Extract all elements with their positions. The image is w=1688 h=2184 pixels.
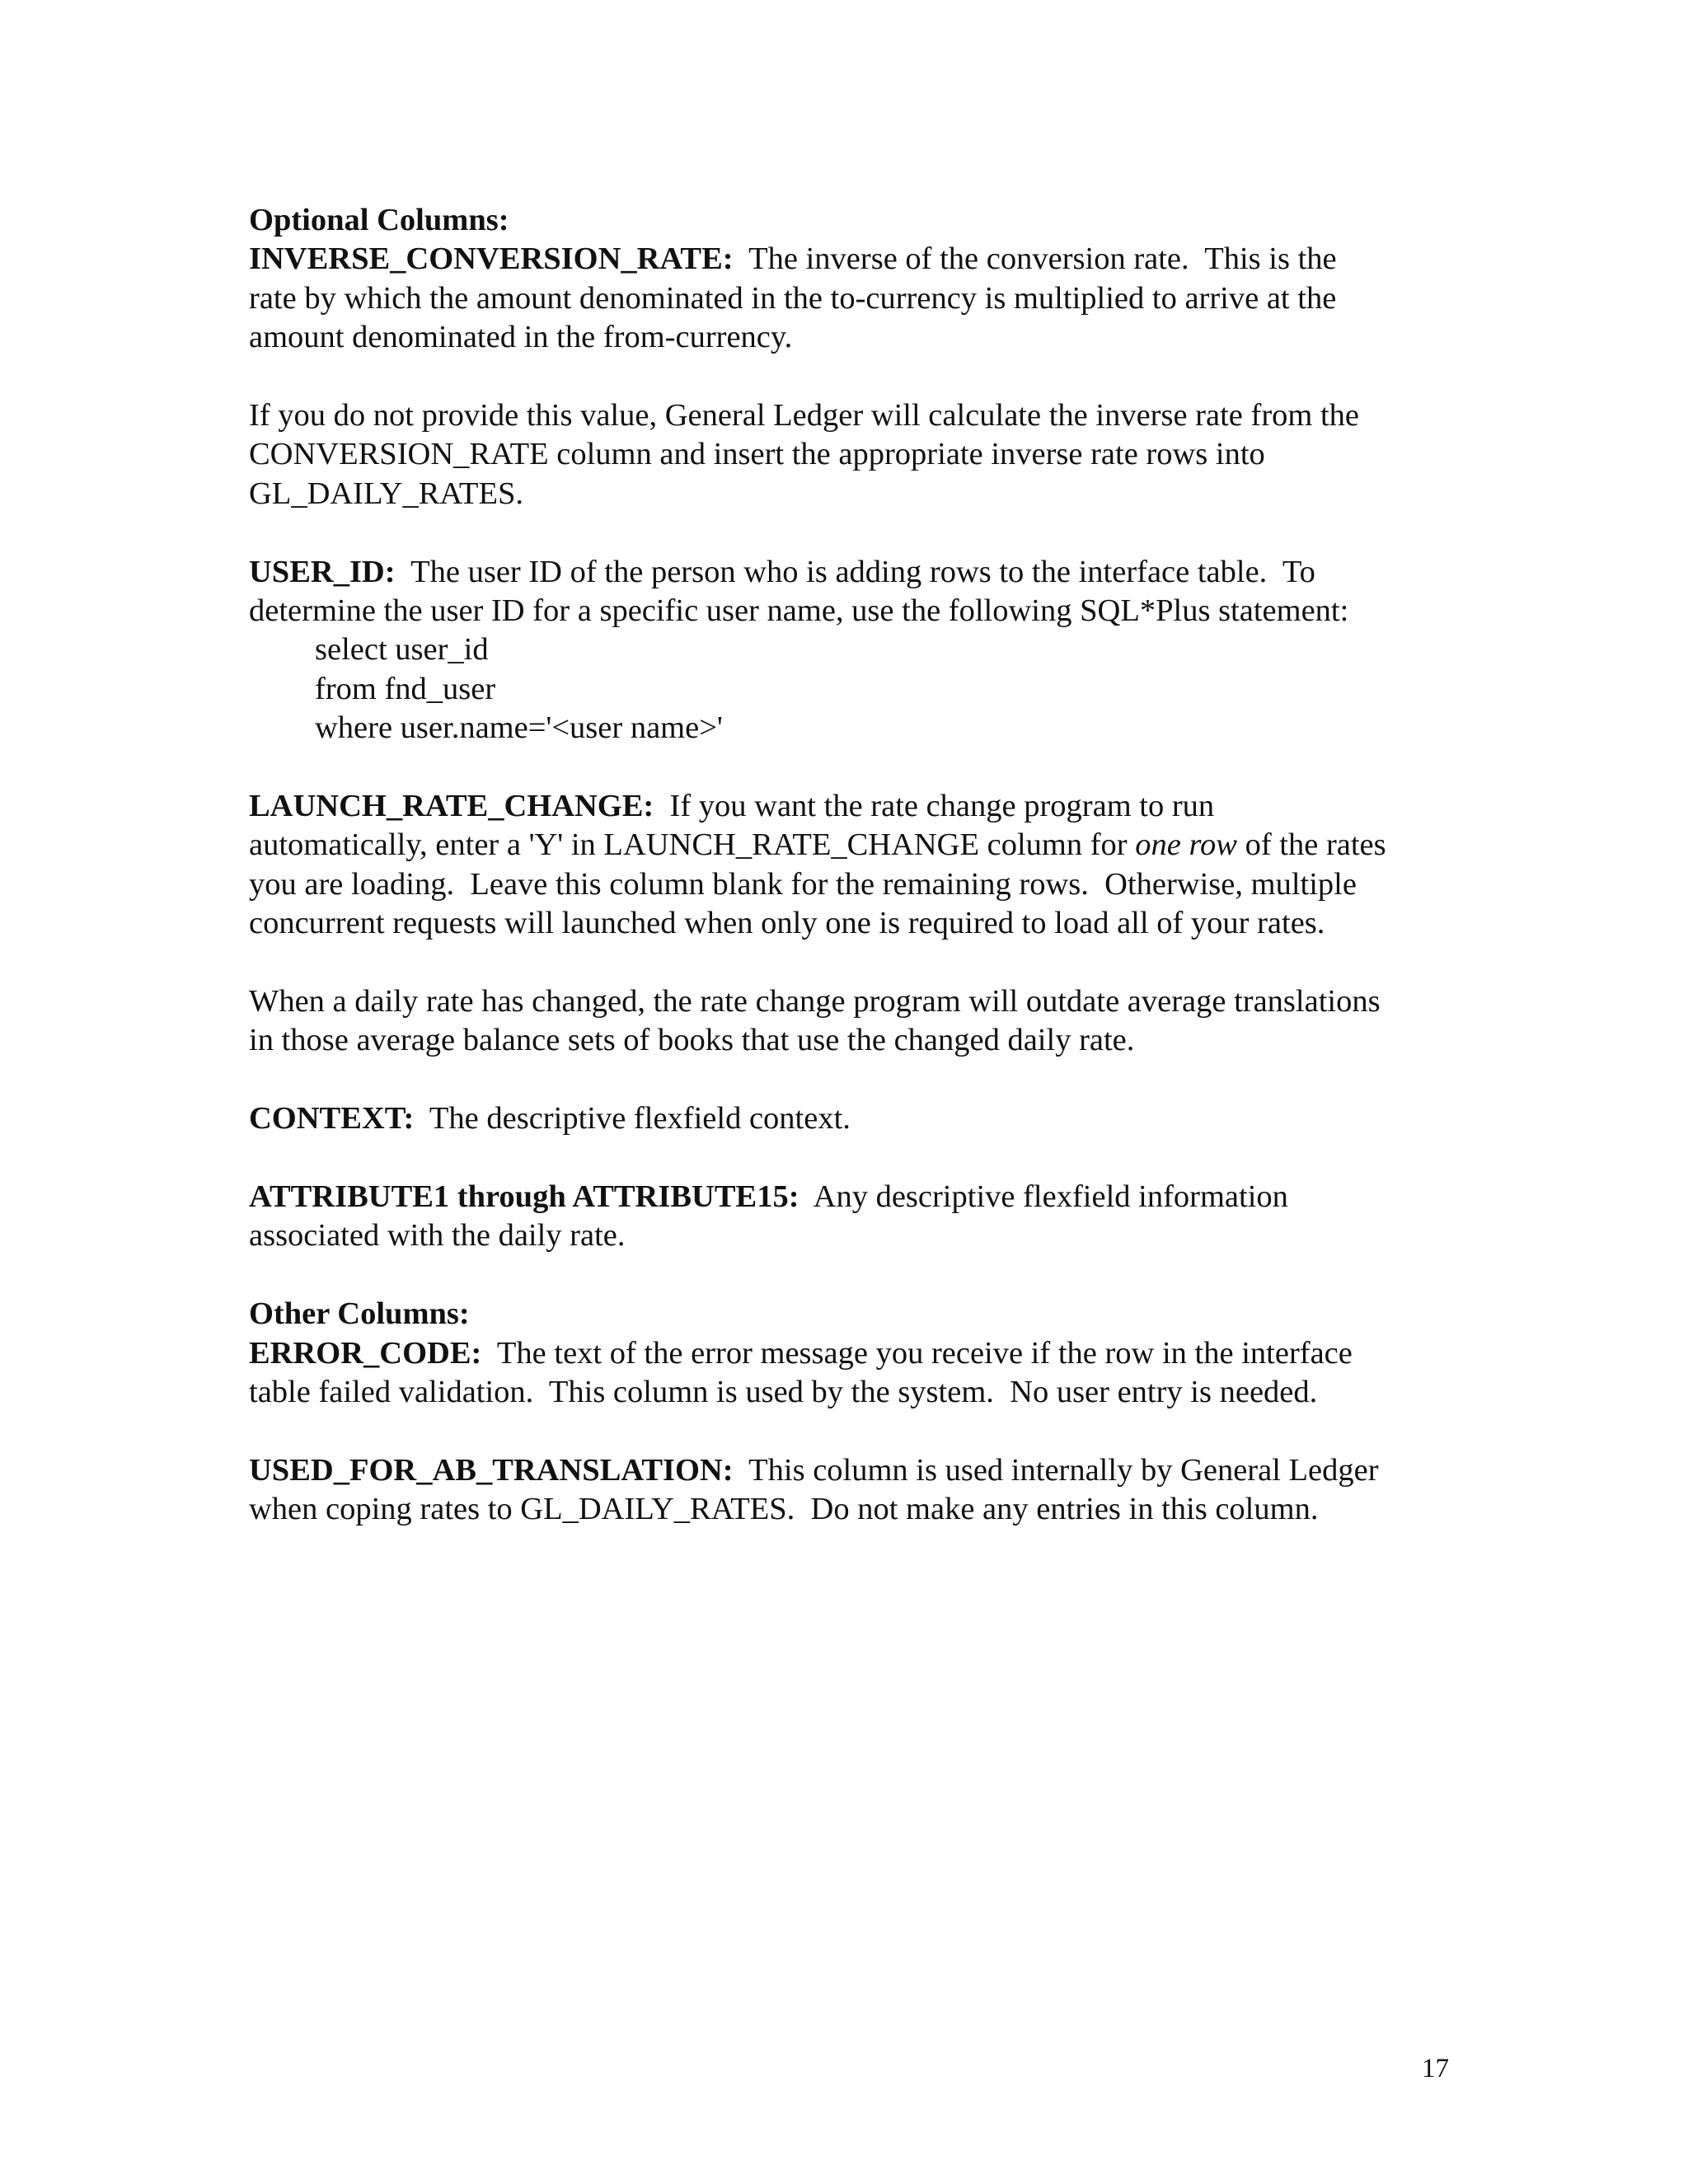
paragraph-text: amount denominated in the from-currency. <box>249 320 793 355</box>
used-for-ab-translation-paragraph <box>249 1451 1469 1530</box>
inverse-conversion-rate-term: INVERSE_CONVERSION_RATE: <box>249 241 734 277</box>
paragraph-text: When a daily rate has changed, the rate change program will outdate average translations <box>249 984 1381 1019</box>
paragraph-text: when coping rates to GL_DAILY_RATES. Do not make any entries in this column. <box>249 1492 1319 1527</box>
paragraph-text: CONVERSION_RATE column and insert the appropriate inverse rate rows into <box>249 437 1265 472</box>
context-term: CONTEXT: <box>249 1101 415 1137</box>
other-columns-heading: Other Columns: <box>249 1296 470 1332</box>
user-id-term: USER_ID: <box>249 554 396 589</box>
emphasis-text: one row <box>1135 827 1237 863</box>
used-for-ab-translation-term: USED_FOR_AB_TRANSLATION: <box>249 1452 734 1488</box>
error-code-term: ERROR_CODE: <box>249 1335 482 1371</box>
paragraph-text: This column is used internally by General Ledger <box>733 1452 1379 1488</box>
sql-statement-line: from fnd_user <box>315 671 496 706</box>
paragraph-text: The user ID of the person who is adding rows to the interface table. To <box>395 554 1315 589</box>
sql-statement-line: select user_id <box>315 632 489 668</box>
paragraph-text: Any descriptive flexfield information <box>799 1179 1288 1215</box>
paragraph-text: The text of the error message you receive if the row in the interface <box>481 1335 1353 1371</box>
paragraph-text: GL_DAILY_RATES. <box>249 476 524 511</box>
inverse-rate-note-paragraph <box>249 396 1469 513</box>
paragraph-text: determine the user ID for a specific user name, use the following SQL*Plus statement: <box>249 593 1349 629</box>
paragraph-text: in those average balance sets of books that use the changed daily rate. <box>249 1023 1135 1058</box>
document-body <box>249 201 1469 1530</box>
launch-rate-change-term: LAUNCH_RATE_CHANGE: <box>249 789 654 824</box>
paragraph-text: The inverse of the conversion rate. This is the <box>733 241 1337 277</box>
paragraph-text: If you want the rate change program to run <box>654 789 1215 824</box>
paragraph-text: rate by which the amount denominated in the to-currency is multiplied to arrive at the <box>249 280 1337 316</box>
paragraph-text: concurrent requests will launched when only one is required to load all of your rates. <box>249 906 1325 941</box>
paragraph-text: of the rates <box>1236 827 1386 863</box>
user-id-paragraph <box>249 553 1469 748</box>
sql-statement-line: where user.name='<user name>' <box>315 710 723 746</box>
paragraph-text: If you do not provide this value, General Ledger will calculate the inverse rate from the <box>249 398 1359 434</box>
error-code-paragraph <box>249 1334 1469 1413</box>
optional-columns-heading: Optional Columns: <box>249 203 509 237</box>
paragraph-text: The descriptive flexfield context. <box>414 1101 851 1137</box>
paragraph-text: associated with the daily rate. <box>249 1218 626 1254</box>
context-paragraph <box>249 1099 1469 1138</box>
attributes-paragraph <box>249 1178 1469 1256</box>
page-number: 17 <box>1422 2054 1449 2083</box>
launch-rate-change-paragraph <box>249 787 1469 944</box>
rate-change-note-paragraph <box>249 982 1469 1061</box>
paragraph-text: you are loading. Leave this column blank for the remaining rows. Otherwise, multiple <box>249 866 1357 902</box>
inverse-conversion-rate-paragraph <box>249 240 1469 357</box>
attributes-term: ATTRIBUTE1 through ATTRIBUTE15: <box>249 1179 799 1215</box>
paragraph-text: table failed validation. This column is used by the system. No user entry is needed. <box>249 1375 1318 1410</box>
paragraph-text: automatically, enter a 'Y' in LAUNCH_RATE_CHANGE column for <box>249 827 1136 863</box>
